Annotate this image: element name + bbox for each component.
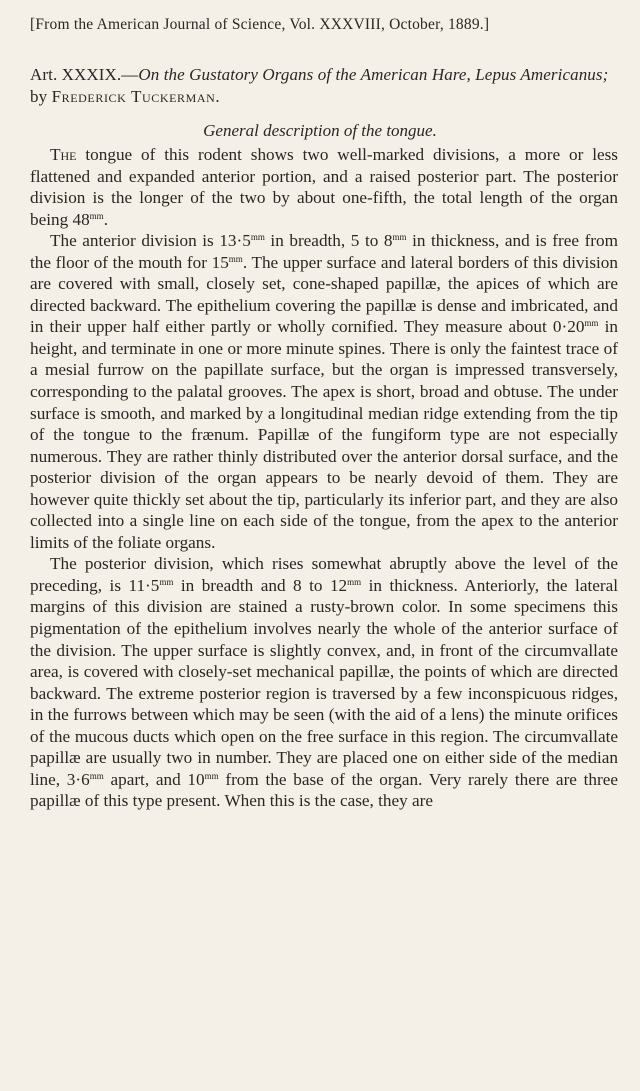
section-heading: General description of the tongue. (203, 121, 437, 140)
paragraph-text: in thickness. Anteriorly, the lateral margins of this division are stained a rusty-brown color. In some specimens this pigmentation of the epithelium involves nearly the whole of the anterior surface of the division. The upper surface is slightly convex, and, in front of the circumvallate area, is covered with closely-set mechanical papillæ, the points of which are directed backward. The extreme posterior region is traversed by a few inconspicuous ridges, in the furrows between which may be seen (with the aid of a lens) the minute orifices of the mucous ducts which open on the free surface in this region. The circumvallate papillæ are usually two in number. They are placed one on either side of the median line, 3·6 (30, 575, 618, 789)
paragraph-1 (30, 144, 618, 230)
paragraph-2 (30, 230, 618, 553)
article-title (30, 64, 620, 108)
article-number: Art. XXXIX.— (30, 65, 139, 84)
unit-mm: mm (392, 232, 407, 243)
unit-mm: mm (228, 253, 243, 264)
paragraph-3 (30, 553, 618, 812)
unit-mm: mm (89, 210, 104, 221)
paragraph-text: in thickness, and is free from the floor of the mouth for 15 (30, 231, 618, 272)
article-by: by (30, 87, 52, 106)
journal-header: [From the American Journal of Science, Vol. XXXVIII, October, 1889.] (30, 16, 490, 33)
paragraph-text: The posterior division, which rises somewhat abruptly above the level of the preceding, is 11·5 (30, 554, 618, 595)
article-author: Frederick Tuckerman. (51, 87, 221, 106)
paragraph-text: apart, and 10 (103, 769, 205, 789)
paragraph-text: . (103, 209, 108, 229)
paragraph-text: The anterior division is 13·5 (50, 231, 251, 251)
paragraph-text: in breadth, 5 to 8 (264, 231, 393, 251)
unit-mm: mm (204, 770, 219, 781)
unit-mm: mm (159, 576, 174, 587)
paragraph-text: from the base of the organ. Very rarely there are three papillæ of this type present. When this is the case, they are (30, 769, 619, 811)
paragraph-text: in height, and terminate in one or more minute spines. There is only the faintest trace of a mesial furrow on the papillate surface, but the organ is impressed transversely, corresponding to the palatal grooves. The apex is short, broad and obtuse. The under surface is smooth, and marked by a longitudinal median ridge extending from the tip of the tongue to the frænum. Papillæ of the fungiform type are not especially numerous. They are rather thinly distributed over the anterior dorsal surface, and the posterior division of the organ appears to be nearly devoid of them. They are however quite thickly set about the tip, particularly its inferior part, and they are also collected into a single line on each side of the tongue, from the apex to the anterior limits of the foliate organs. (30, 317, 618, 552)
paragraph-text: . The upper surface and lateral borders of this division are covered with small, closely set, cone-shaped papillæ, the apices of which are directed backward. The epithelium covering the papillæ is dense and imbricated, and in their upper half either partly or wholly cornified. They measure about 0·20 (30, 252, 618, 337)
article-title-text: On the Gustatory Organs of the American Hare, Lepus Americanus; (138, 65, 609, 84)
body-text (30, 144, 618, 812)
unit-mm: mm (250, 232, 265, 243)
unit-mm: mm (89, 770, 104, 781)
paragraph-lead: The (50, 145, 77, 164)
unit-mm: mm (584, 318, 599, 329)
unit-mm: mm (347, 576, 362, 587)
paragraph-text: tongue of this rodent shows two well-marked divisions, a more or less flattened and expanded anterior portion, and a raised posterior part. The posterior division is the longer of the two by about one-fifth, the total length of the organ being 48 (30, 145, 618, 229)
paragraph-text: in breadth and 8 to 12 (173, 575, 348, 595)
